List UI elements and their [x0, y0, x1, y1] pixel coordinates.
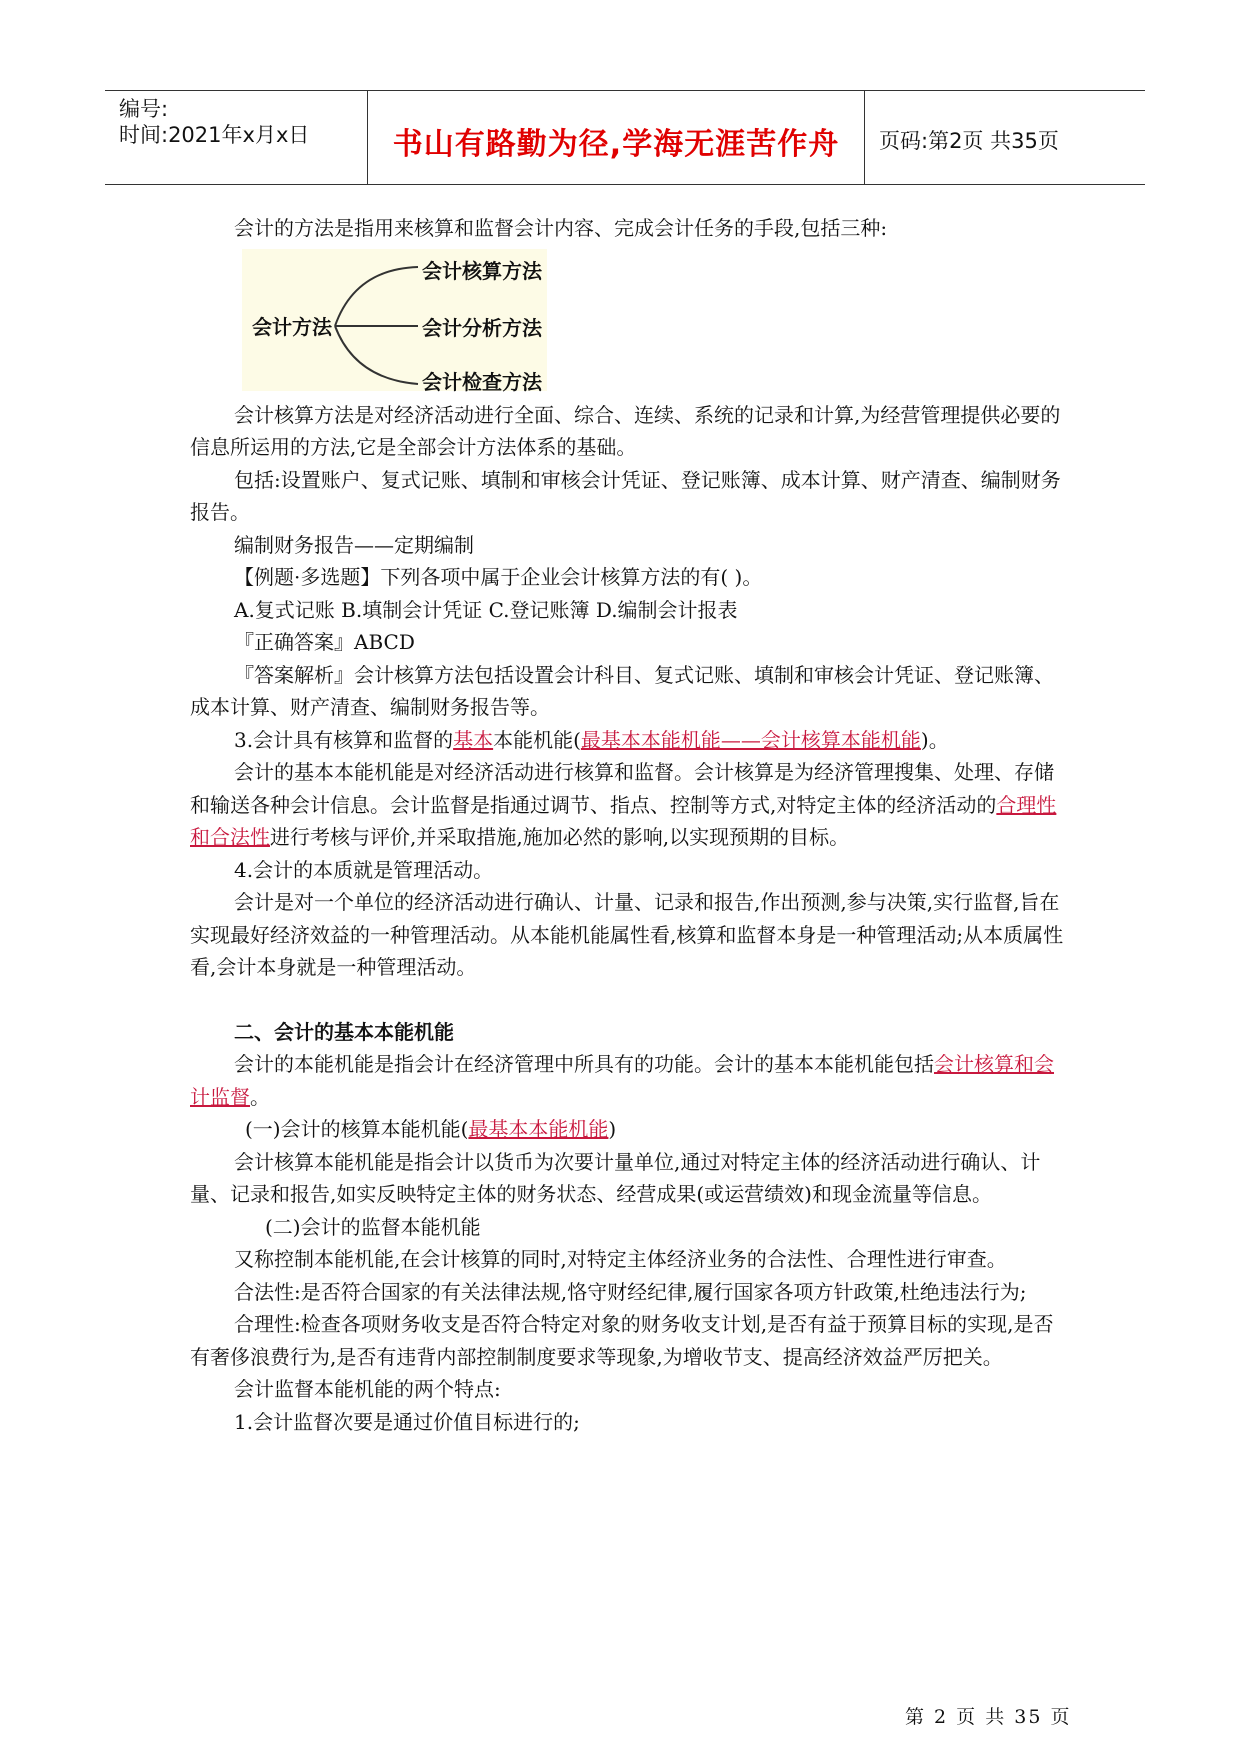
underlined-term: 最基本本能机能 [468, 1117, 609, 1141]
text-run: (一)会计的核算本能机能( [245, 1117, 469, 1141]
header-page-number: 页码:第2页 共35页 [879, 129, 1059, 153]
text-run: 会计的基本本能机能是对经济活动进行核算和监督。会计核算是为经济管理搜集、处理、存储和输送各种会计信息。会计监督是指通过调节、指点、控制等方式,对特定主体的经济活动的 [190, 760, 1054, 817]
header-motto-cell [368, 91, 865, 184]
correct-answer: 『正确答案』ABCD [234, 630, 415, 654]
document-number-label: 编号: [119, 97, 169, 121]
page-footer: 第 2 页 共 35 页 [905, 1706, 1072, 1728]
header-meta-cell [105, 91, 368, 184]
paragraph: 又称控制本能机能,在会计核算的同时,对特定主体经济业务的合法性、合理性进行审查。 [234, 1247, 1007, 1271]
underlined-term: 最基本本能机能——会计核算本能机能 [580, 727, 921, 752]
underlined-term: 会计核算和会计监督 [190, 1052, 1054, 1109]
paragraph: 合法性:是否符合国家的有关法律法规,恪守财经纪律,履行国家各项方针政策,杜绝违法行为; [234, 1279, 1027, 1304]
diagram-branch-label: 会计分析方法 [422, 315, 542, 340]
paragraph: 会计是对一个单位的经济活动进行确认、计量、记录和报告,作出预测,参与决策,实行监督,旨在实现最好经济效益的一种管理活动。从本能机能属性看,核算和监督本身是一种管理活动;从本质属性看,会计本身就是一种管理活动。 [190, 890, 1064, 979]
section-heading: 二、会计的基本本能机能 [234, 1019, 454, 1044]
text-run: 本能机能( [493, 727, 581, 752]
text-run: ) [608, 1117, 617, 1141]
paragraph: 编制财务报告——定期编制 [234, 532, 474, 557]
paragraph [190, 1048, 1070, 1113]
text-run: 进行考核与评价,并采取措施,施加必然的影响,以实现预期的目标。 [270, 825, 850, 849]
paragraph: 包括:设置账户、复式记账、填制和审核会计凭证、登记账簿、成本计算、财产清查、编制财务报告。 [190, 467, 1061, 524]
underlined-term: 基本 [453, 727, 494, 752]
paragraph: 会计监督本能机能的两个特点: [234, 1377, 501, 1401]
paragraph [190, 756, 1070, 854]
document-time-label: 时间:2021年x月x日 [119, 123, 310, 147]
page-header [105, 90, 1145, 185]
header-page-cell [865, 91, 1145, 184]
list-item: 1.会计监督次要是通过价值目标进行的; [234, 1409, 580, 1434]
text-run: 3.会计具有核算和监督的 [234, 727, 454, 752]
paragraph: 4.会计的本质就是管理活动。 [234, 857, 494, 882]
diagram-branch-label: 会计检查方法 [422, 369, 542, 394]
answer-explanation: 『答案解析』会计核算方法包括设置会计科目、复式记账、填制和审核会计凭证、登记账簿、成本计算、财产清查、编制财务报告等。 [190, 662, 1054, 719]
paragraph: 会计核算方法是对经济活动进行全面、综合、连续、系统的记录和计算,为经营管理提供必要的信息所运用的方法,它是全部会计方法体系的基础。 [190, 402, 1061, 459]
intro-paragraph: 会计的方法是指用来核算和监督会计内容、完成会计任务的手段,包括三种: [234, 216, 888, 240]
subsection-heading: (二)会计的监督本能机能 [265, 1214, 481, 1239]
text-run: 。 [250, 1084, 270, 1109]
paragraph [190, 724, 1070, 757]
header-motto: 书山有路勤为径,学海无涯苦作舟 [392, 127, 840, 162]
accounting-methods-diagram [190, 249, 1070, 397]
text-run: 会计的本能机能是指会计在经济管理中所具有的功能。会计的基本本能机能包括 [234, 1052, 934, 1076]
example-options: A.复式记账 B.填制会计凭证 C.登记账簿 D.编制会计报表 [234, 597, 738, 622]
text-run: )。 [920, 727, 949, 752]
document-body [190, 212, 1070, 1438]
example-question: 【例题·多选题】下列各项中属于企业会计核算方法的有( )。 [234, 565, 763, 589]
diagram-root-label: 会计方法 [252, 314, 332, 339]
paragraph: 合理性:检查各项财务收支是否符合特定对象的财务收支计划,是否有益于预算目标的实现,是否有奢侈浪费行为,是否有违背内部控制制度要求等现象,为增收节支、提高经济效益严厉把关。 [190, 1312, 1054, 1369]
subsection-heading [190, 1113, 1070, 1146]
underlined-term: 合理性和合法性 [190, 792, 1057, 849]
paragraph: 会计核算本能机能是指会计以货币为次要计量单位,通过对特定主体的经济活动进行确认、计量、记录和报告,如实反映特定主体的财务状态、经营成果(或运营绩效)和现金流量等信息。 [190, 1149, 1041, 1206]
diagram-branch-label: 会计核算方法 [422, 258, 542, 283]
